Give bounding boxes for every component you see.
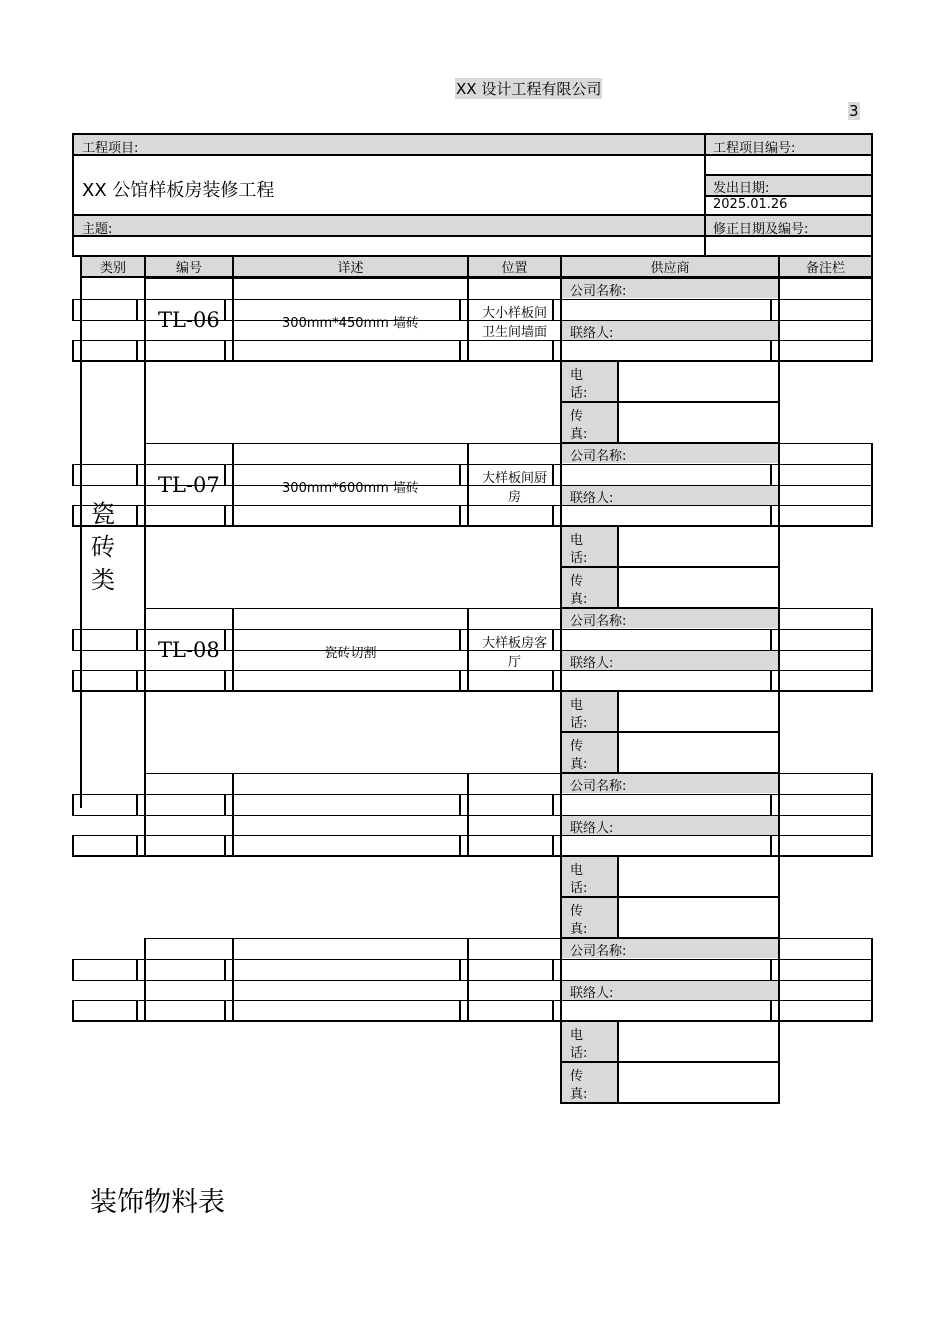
column-header-supplier: 供应商 [650,261,690,276]
column-line [144,608,146,692]
column-divider [232,255,234,278]
row-line [72,835,873,836]
supplier-phone-label: 话: [570,551,588,566]
row-line [72,629,873,630]
column-line [232,938,234,1022]
supplier-fax-label: 传 [570,574,584,589]
row-bracket [552,670,554,691]
supplier-phone-label: 电 [570,698,584,713]
row-bracket [459,340,461,361]
row-line [72,670,873,671]
column-line [467,773,469,857]
row-bracket [770,340,772,361]
supplier-company-label: 公司名称: [570,614,627,629]
supplier-fax-label: 传 [570,409,584,424]
item-code: TL-06 [158,308,220,332]
row-bracket [770,629,772,650]
subject-label-row [74,216,704,236]
row-bracket [136,340,138,361]
row-line [72,959,873,960]
column-divider [778,255,780,278]
column-line [617,525,619,609]
page-number: 3 [849,102,859,120]
column-header-category: 类别 [99,261,126,276]
item-location: 大样板间厨 [481,471,547,486]
revision-label: 修正日期及编号: [713,222,809,237]
supplier-company-label: 公司名称: [570,284,627,299]
row-bracket [136,1000,138,1021]
column-header-remarks: 备注栏 [805,261,845,276]
row-bracket [136,959,138,980]
row-bracket [72,1000,74,1021]
column-line [871,608,873,692]
row-line [72,464,873,465]
supplier-phone-label: 话: [570,881,588,896]
item-code: TL-07 [158,473,220,497]
supplier-company-label: 公司名称: [570,449,627,464]
subject-label: 主题: [82,222,113,237]
column-line [617,360,619,444]
row-bracket [72,505,74,526]
supplier-phone-label: 话: [570,716,588,731]
category-label [82,495,124,600]
column-line [144,938,146,1022]
column-line [871,938,873,1022]
row-bracket [136,835,138,856]
row-bracket [552,835,554,856]
column-line [144,278,146,362]
column-line [778,773,780,857]
supplier-fax-label: 真: [570,427,588,442]
row-bracket [459,505,461,526]
row-bracket [459,835,461,856]
row-bracket [224,959,226,980]
supplier-phone-label: 电 [570,863,584,878]
row-bracket [72,340,74,361]
row-bracket [770,835,772,856]
row-bracket [224,505,226,526]
supplier-contact-label: 联络人: [570,821,614,836]
footer-title: 装饰物料表 [90,1187,225,1218]
row-bracket [552,959,554,980]
column-line [467,938,469,1022]
category-char: 砖 [91,533,115,561]
item-location: 大小样板间 [481,306,547,321]
item-location: 房 [507,490,521,505]
column-line [144,443,146,527]
row-bracket [224,835,226,856]
item-location: 厅 [507,655,521,670]
row-bracket [459,1000,461,1021]
column-line [617,855,619,939]
supplier-fax-label: 真: [570,922,588,937]
column-line [871,443,873,527]
column-line [617,1020,619,1104]
row-bracket [72,959,74,980]
row-line [72,1000,873,1001]
company-name: XX 设计工程有限公司 [456,80,602,98]
column-line [871,278,873,362]
column-line [232,773,234,857]
project-label-row [74,135,704,155]
row-bracket [459,794,461,815]
supplier-company-label: 公司名称: [570,779,627,794]
column-line [778,608,780,692]
column-line [778,278,780,362]
column-divider [144,255,146,278]
issue-date-value: 2025.01.26 [713,197,788,212]
row-bracket [72,299,74,320]
row-bracket [136,299,138,320]
supplier-fax-label: 传 [570,904,584,919]
supplier-phone-label: 话: [570,1046,588,1061]
row-line [72,505,873,506]
supplier-phone-label: 电 [570,368,584,383]
row-bracket [459,670,461,691]
row-bracket [224,670,226,691]
row-bracket [552,794,554,815]
row-bracket [770,1000,772,1021]
row-bracket [770,670,772,691]
row-bracket [224,794,226,815]
row-bracket [552,1000,554,1021]
supplier-phone-label: 电 [570,533,584,548]
row-bracket [224,464,226,485]
row-bracket [552,340,554,361]
item-location: 卫生间墙面 [481,325,547,340]
supplier-fax-label: 真: [570,1087,588,1102]
supplier-contact-label: 联络人: [570,491,614,506]
item-description: 300mm*450mm 墙砖 [282,316,419,331]
issue-date-label: 发出日期: [713,181,770,196]
row-bracket [552,505,554,526]
column-divider [467,255,469,278]
project-name: XX 公馆样板房装修工程 [82,180,275,201]
row-bracket [136,670,138,691]
supplier-contact-label: 联络人: [570,656,614,671]
row-bracket [224,1000,226,1021]
supplier-phone-label: 电 [570,1028,584,1043]
item-description: 瓷砖切割 [324,646,377,661]
header-divider [704,174,873,176]
item-location: 大样板房客 [481,636,547,651]
item-description: 300mm*600mm 墙砖 [282,481,419,496]
column-header-code: 编号 [175,261,202,276]
supplier-contact-label: 联络人: [570,326,614,341]
column-line [144,773,146,857]
row-bracket [770,299,772,320]
item-code: TL-08 [158,638,220,662]
column-line [871,773,873,857]
project-no-label: 工程项目编号: [713,141,796,156]
supplier-fax-label: 真: [570,592,588,607]
row-bracket [136,794,138,815]
supplier-fax-label: 真: [570,757,588,772]
row-bracket [770,794,772,815]
row-line [72,299,873,300]
row-bracket [770,464,772,485]
project-label: 工程项目: [82,141,139,156]
supplier-fax-label: 传 [570,739,584,754]
row-bracket [136,464,138,485]
row-bracket [72,464,74,485]
column-line [778,443,780,527]
column-line [778,938,780,1022]
row-bracket [136,629,138,650]
category-char: 类 [91,566,115,594]
row-bracket [224,299,226,320]
column-header-description: 详述 [337,261,364,276]
row-bracket [72,835,74,856]
row-line [72,794,873,795]
row-bracket [224,340,226,361]
supplier-company-label: 公司名称: [570,944,627,959]
supplier-contact-label: 联络人: [570,986,614,1001]
row-bracket [72,629,74,650]
supplier-fax-label: 传 [570,1069,584,1084]
supplier-phone-label: 话: [570,386,588,401]
row-bracket [770,959,772,980]
row-bracket [72,670,74,691]
row-bracket [136,505,138,526]
row-bracket [770,505,772,526]
column-line [617,690,619,774]
row-bracket [72,794,74,815]
column-divider [560,255,562,278]
column-header-location: 位置 [501,261,528,276]
category-char: 瓷 [91,500,115,528]
row-line [72,340,873,341]
row-bracket [224,629,226,650]
row-bracket [459,959,461,980]
